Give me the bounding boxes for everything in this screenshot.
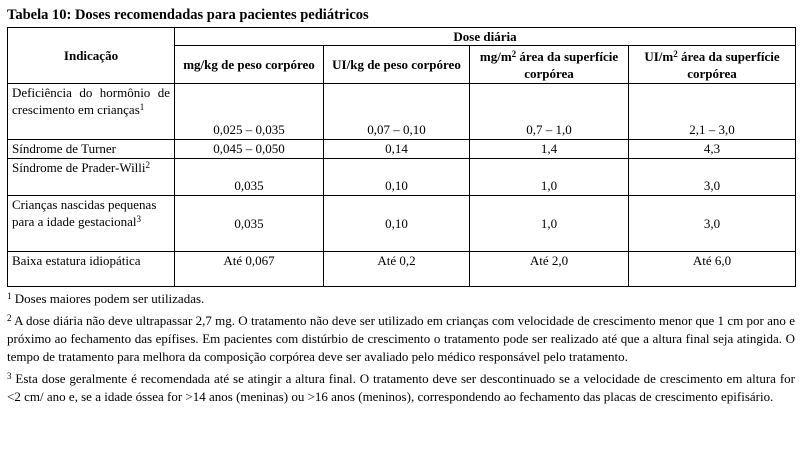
row-value: 0,07 – 0,10 — [324, 84, 470, 140]
row-indicacao: Crianças nascidas pequenas para a idade gestacional$^3$ — [8, 196, 175, 252]
row-value: 1,0 — [470, 159, 629, 196]
footnotes — [7, 290, 795, 406]
header-dose-diaria: Dose diária — [175, 28, 796, 46]
header-col-mgm2: $mg/m^2$ área da superfície corpórea — [470, 46, 629, 84]
row-value: 0,7 – 1,0 — [470, 84, 629, 140]
row-value: 2,1 – 3,0 — [629, 84, 796, 140]
row-value: 0,10 — [324, 196, 470, 252]
footnote-3: $^3$ Esta dose geralmente é recomendada até se atingir a altura final. O tratamento deve ser descontinuado se a velocidade de crescimento em altura for <2 cm/ ano e, se a idade óssea for >14 anos (meninas) ou >16 anos (meninos), correspondendo ao fechamento das placas de crescimento epifisário. — [7, 371, 795, 404]
row-value: Até 2,0 — [470, 252, 629, 287]
row-value: 0,10 — [324, 159, 470, 196]
row-value: 4,3 — [629, 140, 796, 159]
row-value: 0,035 — [175, 196, 324, 252]
row-value: 3,0 — [629, 196, 796, 252]
header-col-mgkg: mg/kg de peso corpóreo — [175, 46, 324, 84]
row-indicacao: Síndrome de Turner — [8, 140, 175, 159]
header-row-1 — [8, 28, 796, 46]
dose-table — [7, 27, 796, 287]
row-value: 3,0 — [629, 159, 796, 196]
row-value: Até 0,2 — [324, 252, 470, 287]
footnote-2: $^2$ A dose diária não deve ultrapassar 2,7 mg. O tratamento não deve ser utilizado em crianças com velocidade de crescimento menor que 1 cm por ano e próximo ao fechamento das epífises. Em pacientes com distúrbio de crescimento o tratamento pode ser realizado até que a altura final seja atingida. O tempo de tratamento para melhora da composição corpórea deve ser avaliado pelo médico responsável pelo tratamento. — [7, 313, 795, 364]
row-value: Até 6,0 — [629, 252, 796, 287]
row-indicacao: Deficiência do hormônio de crescimento em crianças$^1$ — [8, 84, 175, 140]
header-col-uikg: UI/kg de peso corpóreo — [324, 46, 470, 84]
row-indicacao: Baixa estatura idiopática — [8, 252, 175, 287]
table-row — [8, 252, 796, 287]
header-col-uim2: $UI/m^2$ área da superfície corpórea — [629, 46, 796, 84]
row-value: 0,025 – 0,035 — [175, 84, 324, 140]
row-value: 1,0 — [470, 196, 629, 252]
table-row — [8, 159, 796, 196]
table-row — [8, 196, 796, 252]
row-value: 0,035 — [175, 159, 324, 196]
row-value: 0,045 – 0,050 — [175, 140, 324, 159]
row-value: 0,14 — [324, 140, 470, 159]
document-page — [7, 6, 795, 406]
footnote-1: $^1$ Doses maiores podem ser utilizadas. — [7, 291, 205, 306]
row-value: Até 0,067 — [175, 252, 324, 287]
header-indicacao: Indicação — [8, 28, 175, 84]
row-indicacao: Síndrome de Prader-Willi$^2$ — [8, 159, 175, 196]
table-title: Tabela 10: Doses recomendadas para pacientes pediátricos — [7, 7, 369, 23]
table-row — [8, 84, 796, 140]
table-row — [8, 140, 796, 159]
row-value: 1,4 — [470, 140, 629, 159]
